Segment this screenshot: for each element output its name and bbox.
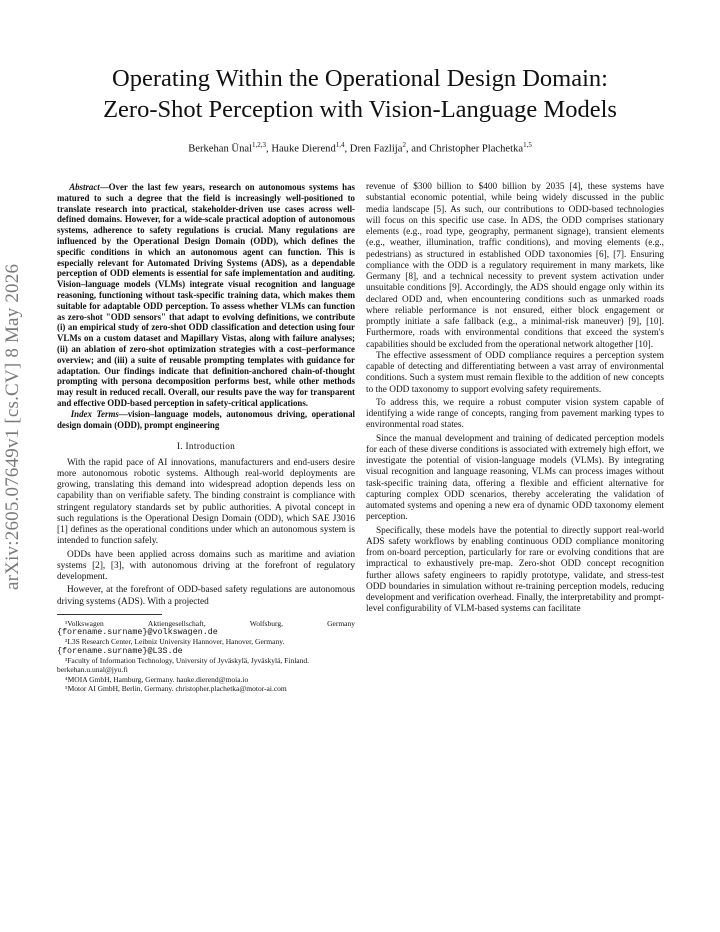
footnote-2-email: {forename.surname}@L3S.de	[57, 645, 183, 656]
author-affiliation: 1,5	[523, 141, 532, 149]
author-name: Berkehan Ünal	[188, 143, 253, 155]
footnote-text: ¹Volkswagen	[65, 618, 104, 628]
arxiv-stamp	[2, 263, 23, 610]
abstract-label: Abstract	[69, 182, 100, 192]
footnote-3: ³Faculty of Information Technology, University of Jyväskylä, Jyväskylä, Finland. berkehan.u.unal@jyu.fi	[57, 656, 309, 675]
index-terms-text: —vision–language models, autonomous driving, operational design domain (ODD), prompt engineering	[57, 408, 356, 430]
left-column	[57, 182, 355, 693]
body-paragraph: ODDs have been applied across domains such as maritime and aviation systems [2], [3], with autonomous driving at the forefront of regulatory development.	[57, 549, 355, 583]
paper-title-line-2: Zero-Shot Perception with Vision-Language Models	[103, 96, 617, 123]
author-affiliation: 1,4	[335, 141, 345, 149]
abstract	[57, 182, 355, 409]
section-heading-introduction: I. Introduction	[176, 442, 236, 453]
right-column	[366, 182, 664, 618]
footnote-text: Aktiengesellschaft,	[147, 618, 206, 628]
footnote-text: Wolfsburg,	[249, 618, 283, 628]
arxiv-stamp-text: arXiv:2605.07649v1 [cs.CV] 8 May 2026	[2, 263, 23, 590]
author-name: Dren Fazlija	[349, 143, 403, 155]
index-terms-label: Index Terms	[70, 408, 119, 419]
body-paragraph: Specifically, these models have the potential to directly support real-world ADS safety workflows by enabling continuous ODD compliance monitoring from on-board perception, particularly for rare or evolving conditions that are impractical to exhaustively pre-map. Zero-shot ODD concept recognition further allows safety engineers to rapidly prototype, validate, and stress-test ODD boundaries in simulation without re-training perception models, reducing development and verification overhead. Finally, the interpretability and prompt-level configurability of VLM-based systems can facilitate	[366, 525, 664, 615]
abstract-text: —Over the last few years, research on autonomous systems has matured to such a degree that the field is increasingly well-positioned to translate research into practical, stakeholder-driven use cases across well-defined domains. However, for a wide-scale practical adoption of autonomous systems, adherence to safety regulations is crucial. Many regulations are influenced by the Operational Design Domain (ODD), which defines the specific conditions in which an autonomous agent can function. This is especially relevant for Automated Driving Systems (ADS), as a dependable perception of ODD elements is essential for safe implementation and auditing. Vision–language models (VLMs) integrate visual recognition and language reasoning, functioning without task-specific training data, which makes them suitable for adaptable ODD perception. To assess whether VLMs can function as zero-shot "ODD sensors" that adapt to evolving definitions, we contribute (i) an empirical study of zero-shot ODD classification and detection using four VLMs on a custom dataset and Mapillary Vistas, along with failure analyses; (ii) an ablation of zero-shot optimization strategies with a cost–performance overview; and (iii) a suite of reusable prompting templates with guidance for adaptation. Our findings indicate that definition-anchored chain-of-thought prompting with persona decomposition performs best, while other methods may result in reduced recall. Overall, our results pave the way for transparent and effective ODD-based perception in safety-critical applications.	[57, 182, 356, 408]
body-paragraph: With the rapid pace of AI innovations, manufacturers and end-users desire more autonomous robotic systems. Although real-world deployments are growing, translating this demand into widespread adoption depends less on capability than on verifiable safety. The binding constraint is compliance with stringent regulatory standards set by public authorities. A pivotal concept in such regulations is the Operational Design Domain (ODD), which SAE J3016 [1] defines as the operational conditions under which an autonomous system is intended to function safely.	[57, 457, 355, 547]
footnote-2: ²L3S Research Center, Leibniz University Hannover, Hanover, Germany.	[65, 637, 285, 647]
author-list: Berkehan Ünal$^{1,2,3}$, Hauke Dierend$^{1,4}$, Dren Fazlija$^2$, and Christopher Plachetka$^{1,5}$	[188, 141, 532, 155]
author-affiliation: 1,2,3	[252, 141, 267, 149]
body-paragraph: The effective assessment of ODD compliance requires a perception system capable of detecting and differentiating between a vast array of environmental conditions. Such a system must remain flexible to the addition of new concepts to the ODD taxonomy to support evolving safety requirements.	[366, 350, 664, 395]
body-paragraph: revenue of $300 billion to $400 billion by 2035 [4], these systems have substantial economic potential, while being widely discussed in the public media landscape [5]. As such, our contributions to ODD-based technologies will focus on this specific use case. In ADS, the ODD comprises stationary elements (e.g., road type, geography, permanent signage), transient elements (e.g., weather, illumination, traffic conditions), and moving elements (e.g., pedestrians) as structured in established ODD taxonomies [6], [7]. Ensuring compliance with the ODD is a regulatory requirement in many markets, like Germany [8], and a technical necessity to prevent system activation under unsuitable conditions [9]. Accordingly, the ADS should engage only within its declared ODD and, when encountering conditions such as unmarked roads where reliable performance is not ensured, either block engagement or promptly initiate a safe fallback (e.g., a minimal-risk maneuver) [9], [10]. Furthermore, roads with environmental conditions that exceed the system's capabilities should be excluded from the operational network altogether [10].	[366, 182, 664, 350]
author-name: Christopher Plachetka	[429, 143, 524, 155]
footnote-5: ⁵Motor AI GmbH, Berlin, Germany. christopher.plachetka@motor-ai.com	[65, 683, 287, 693]
body-paragraph: However, at the forefront of ODD-based safety regulations are autonomous driving systems (ADS). With a projected	[57, 585, 355, 607]
body-paragraph: Since the manual development and training of dedicated perception models for each of these diverse conditions is associated with extremely high effort, we investigate the potential of vision-language models (VLMs). By integrating visual recognition and language reasoning, VLMs can process images without task-specific training data, offering a flexible and efficient alternative for capturing complex ODD scenarios, thereby accelerating the validation of automated systems and opening a new era of dynamic ODD taxonomy element perception.	[366, 433, 664, 523]
footnote-4: ⁴MOIA GmbH, Hamburg, Germany. hauke.dierend@moia.io	[65, 674, 249, 684]
author-affiliation: 2	[402, 141, 406, 149]
footnotes	[57, 614, 355, 693]
footnote-1-email: {forename.surname}@volkswagen.de	[57, 627, 218, 638]
paper-title-line-1: Operating Within the Operational Design Domain:	[112, 65, 608, 92]
index-terms	[57, 409, 355, 431]
author-name: Hauke Dierend	[271, 143, 336, 155]
footnote-text: Germany	[327, 618, 355, 628]
body-paragraph: To address this, we require a robust computer vision system capable of identifying a wide range of concepts, ranging from pavement marking types to environmental road states.	[366, 397, 664, 431]
footnote-divider	[57, 614, 162, 615]
